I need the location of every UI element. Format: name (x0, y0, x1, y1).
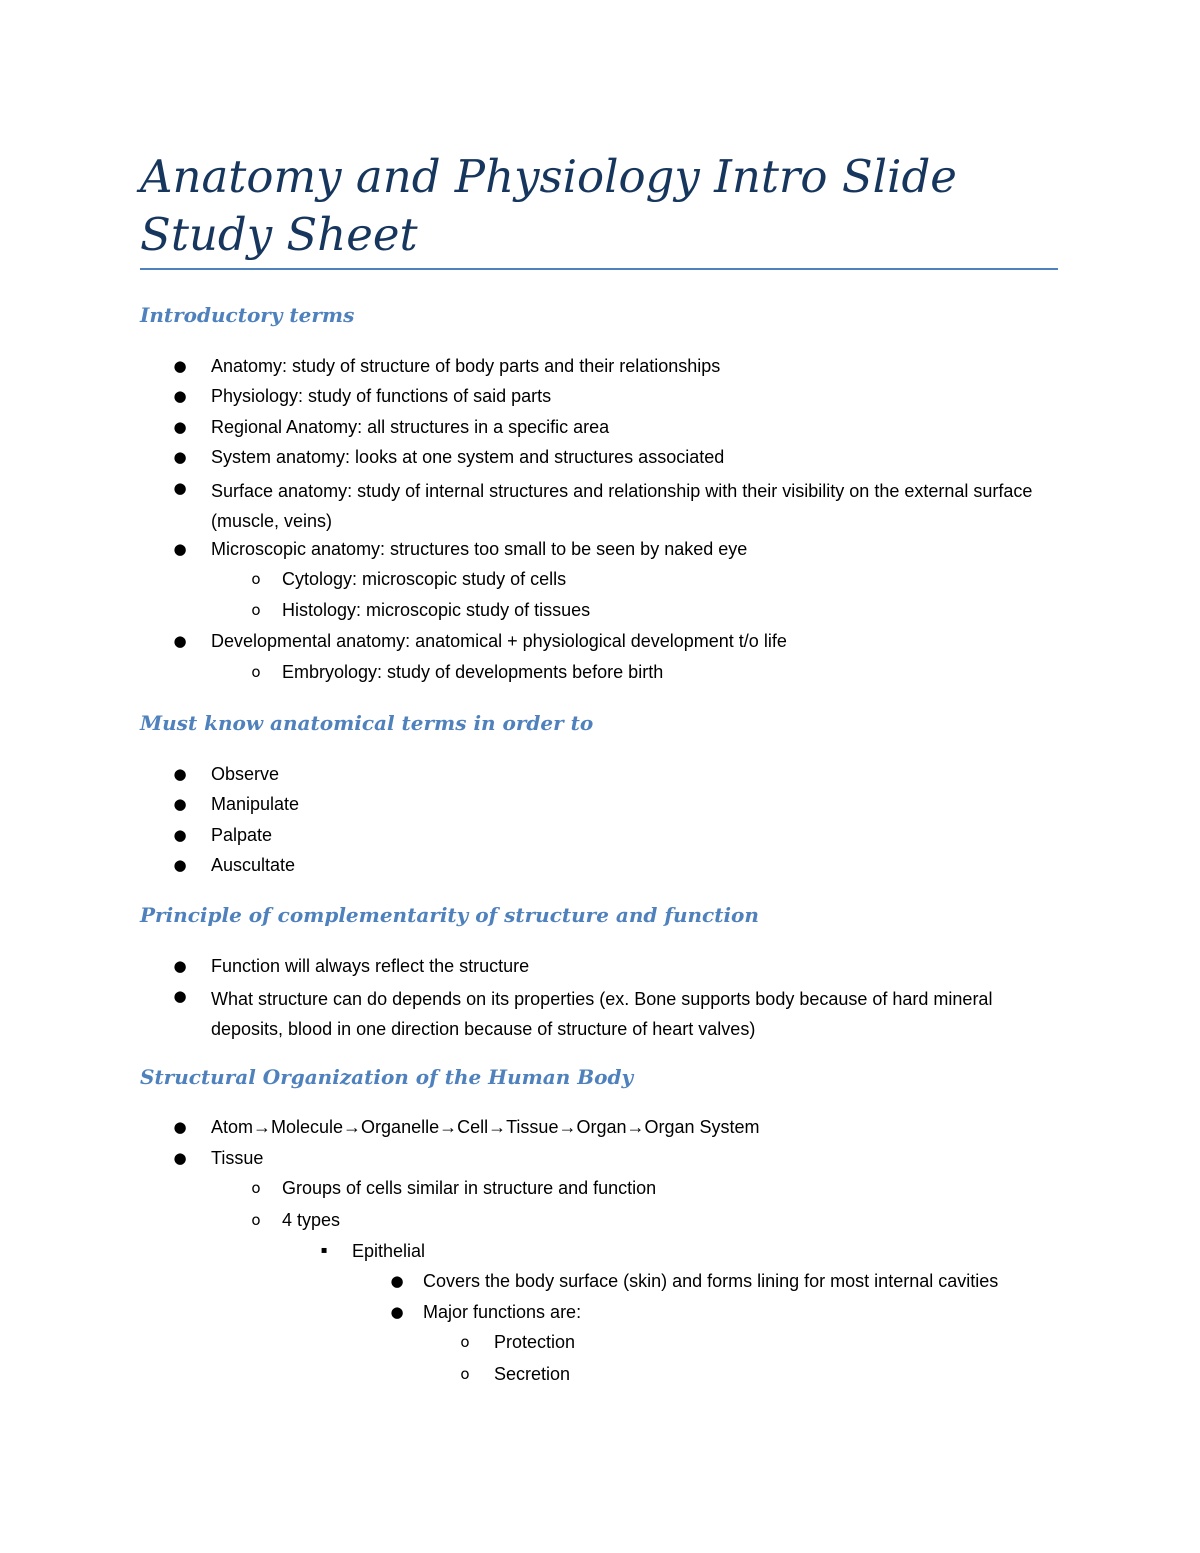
bullet-disc: ● (173, 957, 187, 975)
bullet-disc: ● (173, 856, 187, 874)
list-item: Atom→Molecule→Organelle→Cell→Tissue→Organ→Organ System (211, 1117, 760, 1137)
bullet-circle: o (251, 1179, 261, 1197)
bullet-disc: ● (173, 765, 187, 783)
bullet-circle: o (460, 1365, 470, 1383)
list-item: Manipulate (211, 794, 300, 814)
list-item: Covers the body surface (skin) and forms lining for most internal cavities (423, 1271, 999, 1291)
list-item: Regional Anatomy: all structures in a specific area (211, 417, 610, 437)
list-item: Epithelial (352, 1241, 426, 1261)
bullet-circle: o (251, 570, 261, 588)
bullet-disc: ● (173, 479, 187, 497)
document-title: Anatomy and Physiology Intro Slide Study Sheet (140, 150, 957, 261)
list-item: Physiology: study of functions of said parts (211, 386, 552, 406)
bullet-disc: ● (173, 387, 187, 405)
bullet-circle: o (251, 1211, 261, 1229)
list-item: Secretion (494, 1364, 571, 1384)
list-item: Histology: microscopic study of tissues (282, 600, 591, 620)
list-item: Microscopic anatomy: structures too small to be seen by naked eye (211, 539, 748, 559)
list-item: Major functions are: (423, 1302, 582, 1322)
bullet-disc: ● (390, 1303, 404, 1321)
list-item: Auscultate (211, 855, 296, 875)
bullet-disc: ● (173, 632, 187, 650)
list-item: What structure can do depends on its properties (ex. Bone supports body because of hard mineral deposits, blood in one direction because of structure of heart valves) (211, 989, 993, 1039)
bullet-disc: ● (173, 540, 187, 558)
bullet-disc: ● (173, 1149, 187, 1167)
list-item: Embryology: study of developments before birth (282, 662, 664, 682)
bullet-disc: ● (173, 357, 187, 375)
title-underline (140, 268, 1058, 270)
list-item: 4 types (282, 1210, 341, 1230)
bullet-circle: o (251, 601, 261, 619)
bullet-disc: ● (390, 1272, 404, 1290)
list-item: Palpate (211, 825, 273, 845)
bullet-disc: ● (173, 826, 187, 844)
bullet-circle: o (460, 1333, 470, 1351)
bullet-circle: o (251, 663, 261, 681)
heading-must-know: Must know anatomical terms in order to (140, 711, 594, 735)
bullet-square: ▪ (320, 1245, 328, 1256)
bullet-disc: ● (173, 448, 187, 466)
list-item: Developmental anatomy: anatomical + physiological development t/o life (211, 631, 787, 651)
heading-introductory-terms: Introductory terms (140, 303, 355, 327)
list-item: Function will always reflect the structure (211, 956, 530, 976)
list-item: Surface anatomy: study of internal structures and relationship with their visibility on the external surface (muscle, veins) (211, 481, 1033, 531)
heading-structural-organization: Structural Organization of the Human Body (140, 1065, 634, 1089)
list-item: Groups of cells similar in structure and function (282, 1178, 657, 1198)
bullet-disc: ● (173, 418, 187, 436)
list-item: Tissue (211, 1148, 264, 1168)
list-item: System anatomy: looks at one system and structures associated (211, 447, 725, 467)
bullet-disc: ● (173, 987, 187, 1005)
list-item: Protection (494, 1332, 576, 1352)
bullet-disc: ● (173, 1118, 187, 1136)
list-item: Anatomy: study of structure of body parts and their relationships (211, 356, 721, 376)
list-item: Cytology: microscopic study of cells (282, 569, 567, 589)
bullet-disc: ● (173, 795, 187, 813)
list-item: Observe (211, 764, 280, 784)
heading-principle: Principle of complementarity of structure and function (140, 903, 759, 927)
